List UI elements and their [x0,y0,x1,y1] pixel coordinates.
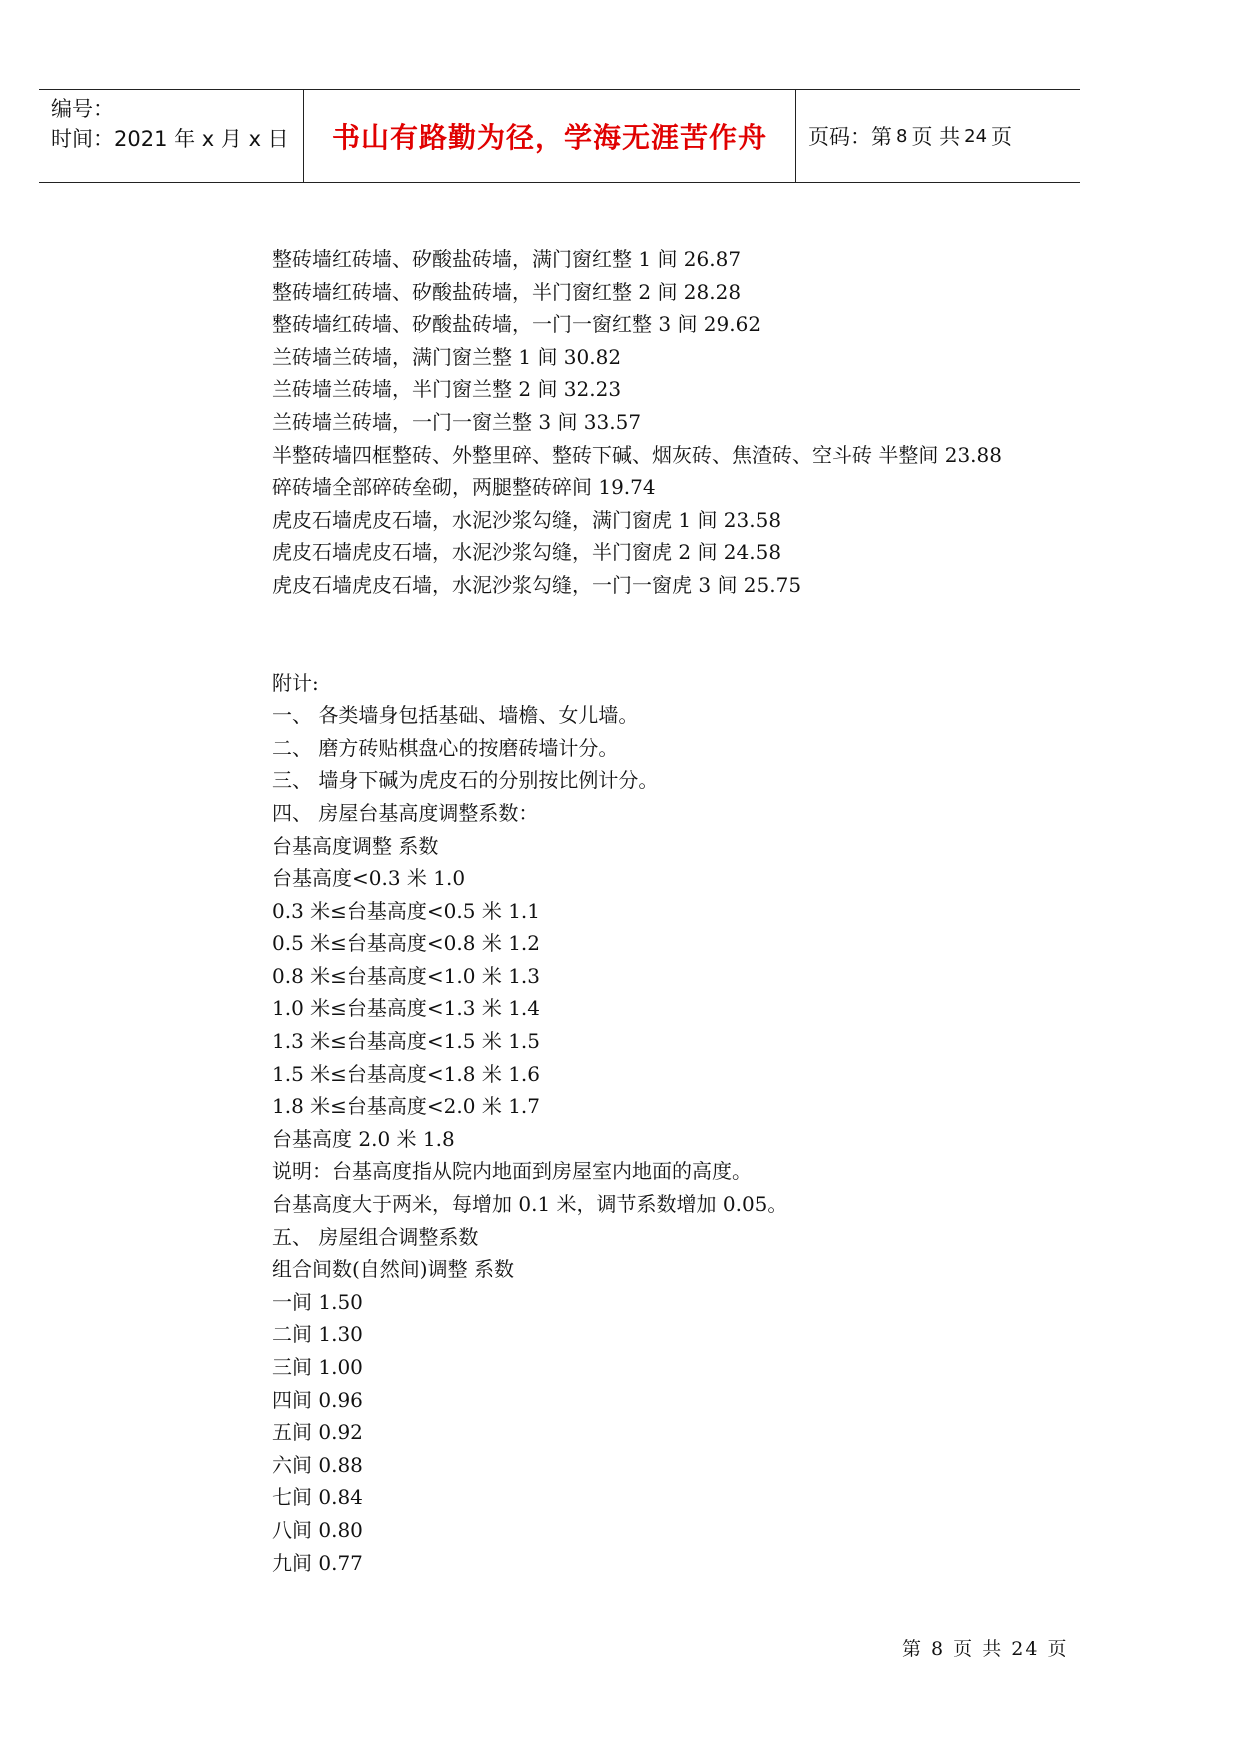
page-suffix: 页 [991,125,1013,149]
page-total: 24 [964,125,988,147]
header-meta [39,90,304,182]
wall-line: 虎皮石墙虎皮石墙，水泥沙浆勾缝，半门窗虎 2 间 24.58 [272,540,782,565]
wall-line: 兰砖墙兰砖墙，一门一窗兰整 3 间 33.57 [272,409,642,434]
note-line: 二、 磨方砖贴棋盘心的按磨砖墙计分。 [272,735,619,760]
note-line: 四、 房屋台基高度调整系数： [272,800,539,825]
note-line: 五间 0.92 [272,1420,363,1445]
page-footer: 第 8 页 共 24 页 [902,1638,1069,1660]
page-header [39,89,1080,183]
note-line: 三间 1.00 [272,1355,363,1379]
header-motto-cell [304,90,796,182]
wall-line: 整砖墙红砖墙、矽酸盐砖墙，一门一窗红整 3 间 29.62 [272,312,762,337]
note-line: 九间 0.77 [272,1550,363,1575]
notes-title: 附计: [272,670,319,695]
page-prefix: 页码：第 [808,125,892,149]
note-line: 台基高度<0.3 米 1.0 [272,866,466,891]
note-line: 组合间数(自然间)调整 系数 [272,1257,514,1282]
wall-line: 碎砖墙全部碎砖垒砌，两腿整砖碎间 19.74 [272,475,656,500]
wall-line: 兰砖墙兰砖墙，满门窗兰整 1 间 30.82 [272,344,622,369]
wall-line: 虎皮石墙虎皮石墙，水泥沙浆勾缝，满门窗虎 1 间 23.58 [272,507,782,532]
note-line: 一、 各类墙身包括基础、墙檐、女儿墙。 [272,703,639,728]
note-line: 0.8 米≤台基高度<1.0 米 1.3 [272,963,541,988]
note-line: 一间 1.50 [272,1289,363,1314]
note-line: 台基高度大于两米，每增加 0.1 米，调节系数增加 0.05。 [272,1192,788,1217]
wall-line: 兰砖墙兰砖墙，半门窗兰整 2 间 32.23 [272,377,622,402]
page-number: 8 [896,125,908,147]
page-mid: 页 共 [911,125,961,149]
note-line: 七间 0.84 [272,1485,363,1510]
wall-line: 整砖墙红砖墙、矽酸盐砖墙，半门窗红整 2 间 28.28 [272,279,742,304]
note-line: 0.5 米≤台基高度<0.8 米 1.2 [272,931,541,956]
note-line: 五、 房屋组合调整系数 [272,1224,479,1249]
header-motto: 书山有路勤为径，学海无涯苦作舟 [331,121,767,154]
note-line: 1.3 米≤台基高度<1.5 米 1.5 [272,1029,541,1054]
wall-line: 整砖墙红砖墙、矽酸盐砖墙，满门窗红整 1 间 26.87 [272,247,742,271]
document-body [272,243,1092,1579]
note-line: 1.8 米≤台基高度<2.0 米 1.7 [272,1094,541,1119]
note-line: 二间 1.30 [272,1322,363,1347]
note-line: 六间 0.88 [272,1452,363,1477]
wall-line: 半整砖墙四框整砖、外整里碎、整砖下碱、烟灰砖、焦渣砖、空斗砖 半整间 23.88 [272,442,1002,467]
note-line: 说明：台基高度指从院内地面到房屋室内地面的高度。 [272,1159,752,1184]
notes-section [272,667,1092,1580]
note-line: 1.5 米≤台基高度<1.8 米 1.6 [272,1061,541,1086]
document-number-label: 编号： [51,97,114,121]
note-line: 四间 0.96 [272,1387,363,1412]
note-line: 台基高度调整 系数 [272,833,439,858]
wall-line: 虎皮石墙虎皮石墙，水泥沙浆勾缝，一门一窗虎 3 间 25.75 [272,572,802,597]
note-line: 台基高度 2.0 米 1.8 [272,1126,455,1151]
document-time: 时间：2021 年 x 月 x 日 [51,127,289,151]
note-line: 0.3 米≤台基高度<0.5 米 1.1 [272,898,541,923]
wall-types-section [272,243,1092,602]
note-line: 1.0 米≤台基高度<1.3 米 1.4 [272,996,541,1021]
note-line: 八间 0.80 [272,1517,363,1542]
header-page-info [796,90,1080,182]
note-line: 三、 墙身下碱为虎皮石的分别按比例计分。 [272,768,659,793]
